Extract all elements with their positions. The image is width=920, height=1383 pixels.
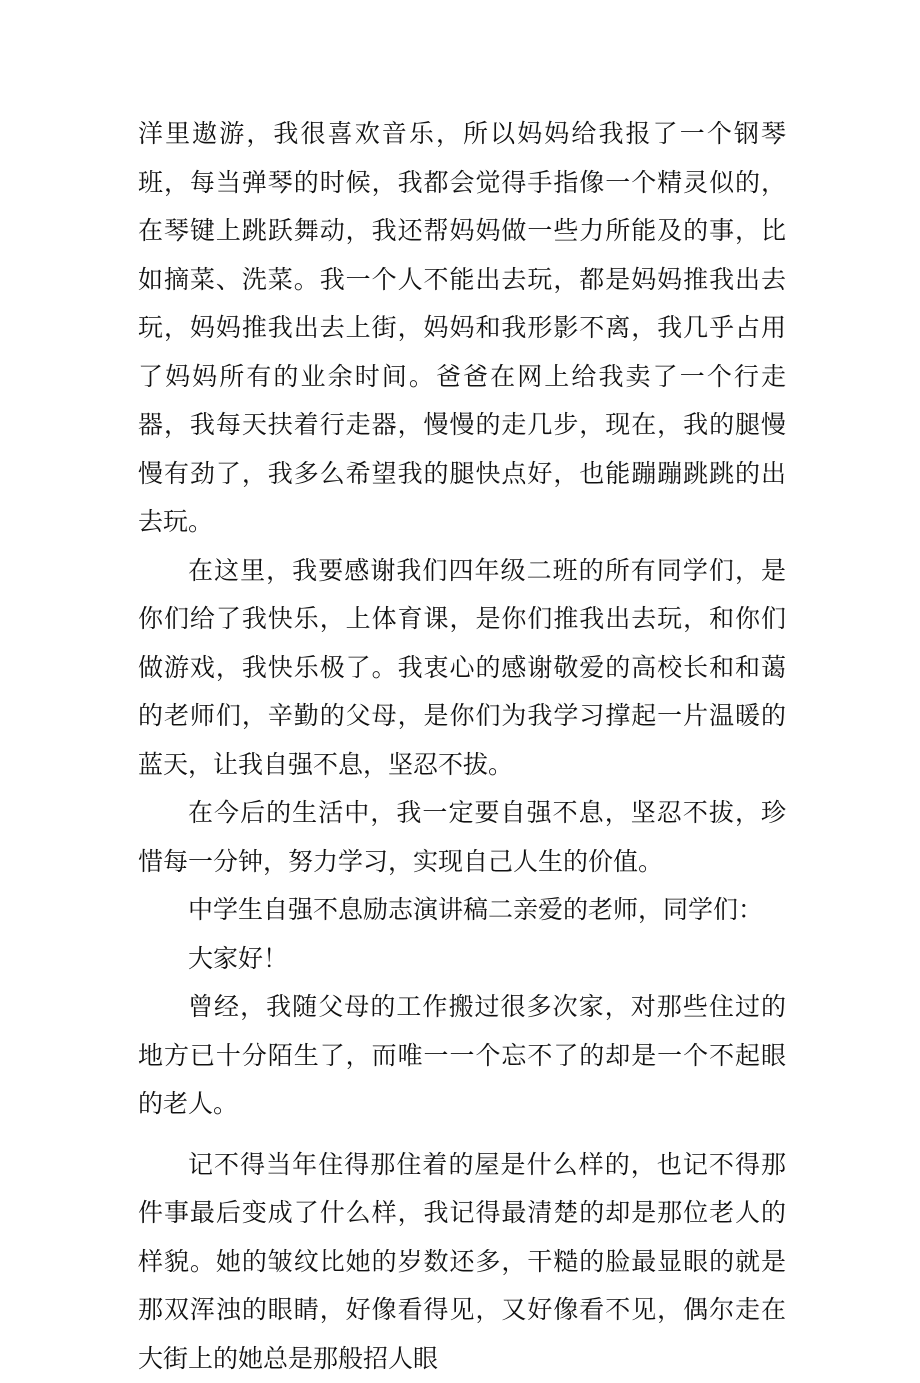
paragraph-2: 在这里，我要感谢我们四年级二班的所有同学们，是你们给了我快乐，上体育课，是你们推我出去玩，和你们做游戏，我快乐极了。我衷心的感谢敬爱的高校长和和蔼的老师们，辛勤的父母，是你们为我学习撑起一片温暖的蓝天，让我自强不息，坚忍不拔。 [138, 547, 786, 790]
paragraph-5: 记不得当年住得那住着的屋是什么样的，也记不得那件事最后变成了什么样，我记得最清楚的却是那位老人的样貌。她的皱纹比她的岁数还多，干糙的脸最显眼的就是那双浑浊的眼睛，好像看得见，又好像看不见，偶尔走在大街上的她总是那般招人眼 [138, 1141, 786, 1383]
speech-title: 中学生自强不息励志演讲稿二亲爱的老师，同学们： [138, 886, 786, 935]
document-body [138, 110, 786, 1383]
greeting: 大家好！ [138, 935, 786, 984]
paragraph-4: 曾经，我随父母的工作搬过很多次家，对那些住过的地方已十分陌生了，而唯一一个忘不了的却是一个不起眼的老人。 [138, 983, 786, 1129]
paragraph-1: 洋里遨游，我很喜欢音乐，所以妈妈给我报了一个钢琴班，每当弹琴的时候，我都会觉得手指像一个精灵似的，在琴键上跳跃舞动，我还帮妈妈做一些力所能及的事，比如摘菜、洗菜。我一个人不能出去玩，都是妈妈推我出去玩，妈妈推我出去上街，妈妈和我形影不离，我几乎占用了妈妈所有的业余时间。爸爸在网上给我卖了一个行走器，我每天扶着行走器，慢慢的走几步，现在，我的腿慢慢有劲了，我多么希望我的腿快点好，也能蹦蹦跳跳的出去玩。 [138, 110, 786, 547]
paragraph-3: 在今后的生活中，我一定要自强不息，坚忍不拔，珍惜每一分钟，努力学习，实现自己人生的价值。 [138, 789, 786, 886]
